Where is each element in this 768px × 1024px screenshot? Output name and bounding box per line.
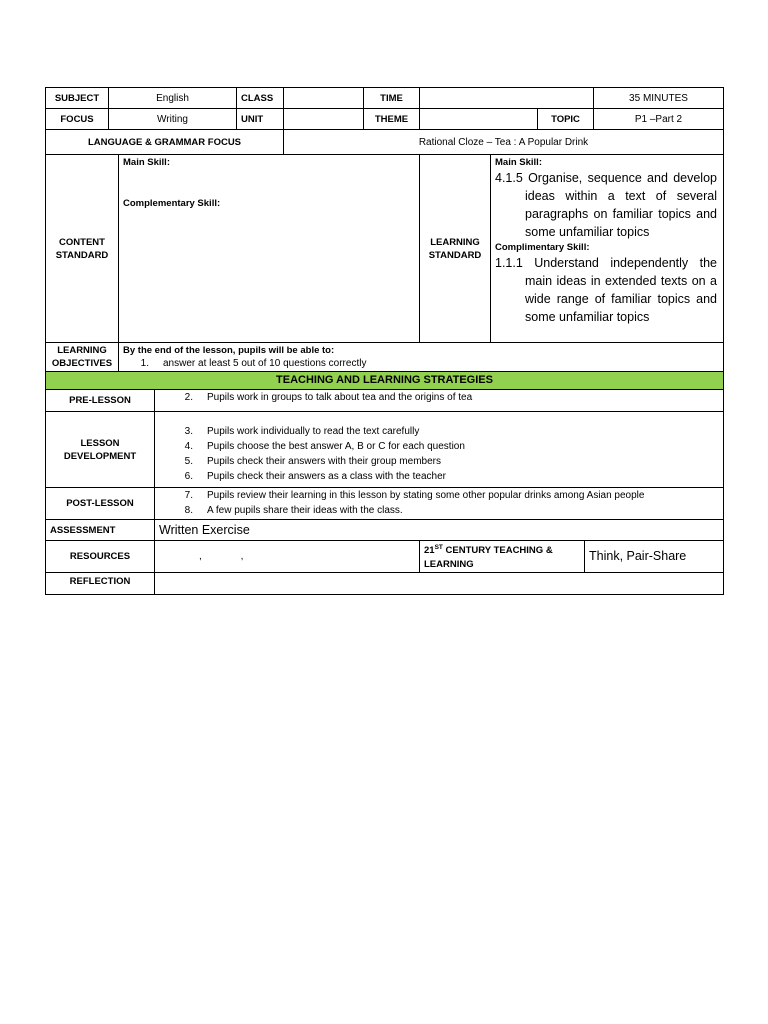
post-lesson-cell[interactable]	[155, 488, 724, 520]
objectives-intro: By the end of the lesson, pupils will be able to:	[123, 345, 335, 356]
standards-table	[45, 154, 724, 390]
resources-value[interactable]: , ,	[155, 541, 420, 573]
assessment-value[interactable]: Written Exercise	[155, 520, 724, 541]
reflection-value[interactable]	[155, 573, 724, 595]
topic-label: TOPIC	[538, 109, 594, 130]
unit-value[interactable]	[284, 109, 364, 130]
list-item: 5. Pupils check their answers with their group members	[184, 456, 441, 467]
lesson-plan	[45, 87, 723, 595]
objectives-cell[interactable]	[119, 343, 724, 372]
list-item: 2. Pupils work in groups to talk about tea and the origins of tea	[184, 392, 473, 403]
list-item: 8. A few pupils share their ideas with the class.	[184, 505, 403, 516]
time-label: TIME	[364, 88, 420, 109]
class-label: CLASS	[237, 88, 284, 109]
post-lesson-label: POST-LESSON	[46, 488, 155, 520]
learning-main-text: 4.1.5 Organise, sequence and develop ideas within a text of several paragraphs on familiar topics and some unfamiliar topics	[495, 171, 717, 239]
century-learning-label: 21ST CENTURY TEACHING & LEARNING	[420, 541, 585, 573]
list-item: 6. Pupils check their answers as a class with the teacher	[184, 471, 446, 482]
learning-comp-text: 1.1.1 Understand independently the main ideas in extended texts on a wide range of familiar topics and some unfamiliar topics	[495, 256, 717, 324]
class-value[interactable]	[284, 88, 364, 109]
learning-standard-label: LEARNING STANDARD	[420, 155, 491, 343]
lgf-label: LANGUAGE & GRAMMAR FOCUS	[46, 130, 284, 155]
time-value[interactable]	[420, 88, 594, 109]
subject-label: SUBJECT	[46, 88, 109, 109]
learning-comp-skill: Complimentary Skill:	[495, 242, 590, 253]
content-comp-skill: Complementary Skill:	[123, 198, 221, 209]
topic-value[interactable]: P1 –Part 2	[594, 109, 724, 130]
century-learning-value[interactable]: Think, Pair-Share	[585, 541, 724, 573]
content-standard-cell[interactable]	[119, 155, 420, 343]
learning-main-skill: Main Skill:	[495, 157, 542, 168]
objectives-label: LEARNING OBJECTIVES	[46, 343, 119, 372]
pre-lesson-label: PRE-LESSON	[46, 390, 155, 412]
assessment-label: ASSESSMENT	[46, 520, 155, 541]
list-item: 7. Pupils review their learning in this lesson by stating some other popular drinks among Asian people	[184, 490, 645, 501]
lesson-development-cell[interactable]	[155, 412, 724, 488]
focus-label: FOCUS	[46, 109, 109, 130]
strategies-table	[45, 389, 724, 595]
theme-value[interactable]	[420, 109, 538, 130]
focus-value[interactable]: Writing	[109, 109, 237, 130]
reflection-label: REFLECTION	[46, 573, 155, 595]
list-item: 4. Pupils choose the best answer A, B or C for each question	[184, 441, 465, 452]
theme-label: THEME	[364, 109, 420, 130]
subject-value[interactable]: English	[109, 88, 237, 109]
strategies-header: TEACHING AND LEARNING STRATEGIES	[46, 372, 724, 390]
lesson-development-label: LESSON DEVELOPMENT	[46, 412, 155, 488]
duration-value[interactable]: 35 MINUTES	[594, 88, 724, 109]
objective-item: 1. answer at least 5 out of 10 questions correctly	[140, 358, 367, 369]
lesson-header-table	[45, 87, 724, 155]
lgf-value[interactable]: Rational Cloze – Tea : A Popular Drink	[284, 130, 724, 155]
content-standard-label: CONTENT STANDARD	[46, 155, 119, 343]
list-item: 3. Pupils work individually to read the text carefully	[184, 426, 420, 437]
unit-label: UNIT	[237, 109, 284, 130]
learning-standard-cell[interactable]	[491, 155, 724, 343]
pre-lesson-cell[interactable]	[155, 390, 724, 412]
resources-label: RESOURCES	[46, 541, 155, 573]
content-main-skill: Main Skill:	[123, 157, 170, 168]
